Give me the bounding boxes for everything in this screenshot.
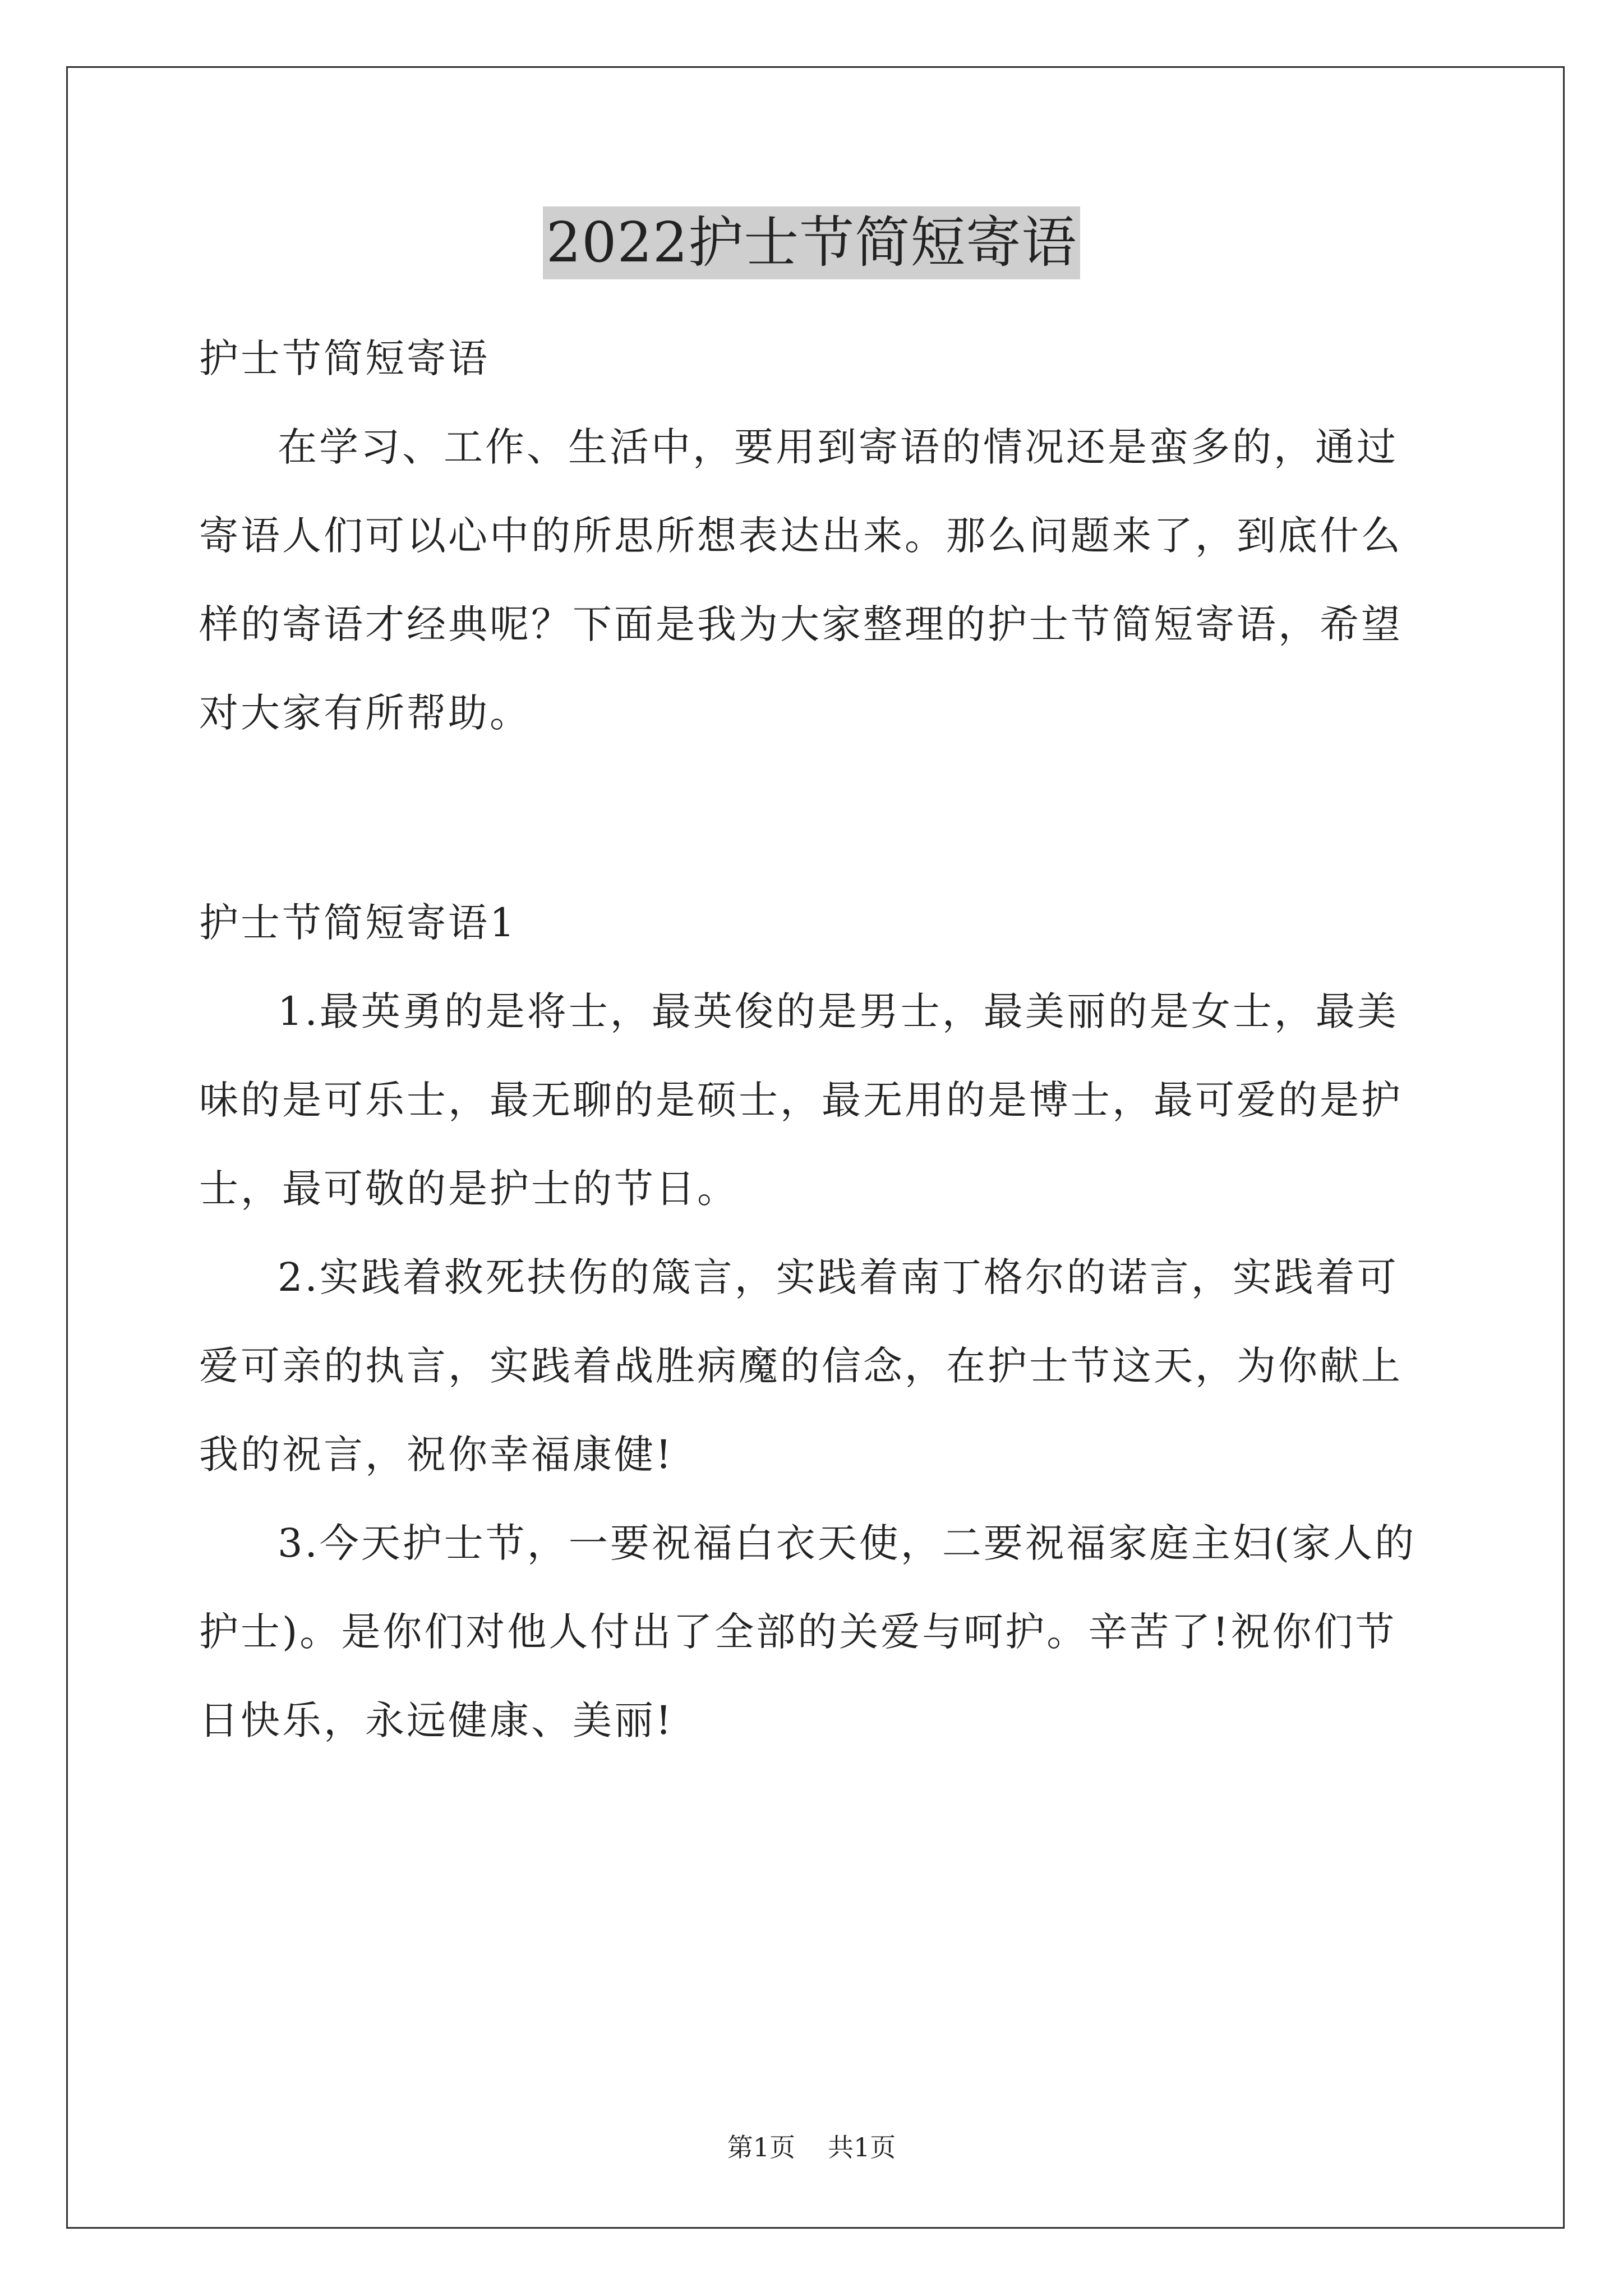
intro-paragraph: 在学习、工作、生活中，要用到寄语的情况还是蛮多的，通过寄语人们可以心中的所思所想表达出来。那么问题来了，到底什么样的寄语才经典呢？下面是我为大家整理的护士节简短寄语，希望对大家有所帮助。 — [199, 424, 1403, 736]
page-number-current: 第1页 — [727, 2132, 795, 2162]
page-number-total: 共1页 — [828, 2132, 896, 2162]
title-container — [0, 206, 1623, 279]
document-body — [199, 314, 1433, 1765]
section-heading: 护士节简短寄语1 — [199, 900, 517, 946]
page-footer — [0, 2131, 1623, 2164]
intro-heading: 护士节简短寄语 — [199, 335, 490, 381]
list-item: 2.实践着救死扶伤的箴言，实践着南丁格尔的诺言，实践着可爱可亲的执言，实践着战胜病魔的信念，在护士节这天，为你献上我的祝言，祝你幸福康健! — [199, 1254, 1403, 1478]
list-item: 1.最英勇的是将士，最英俊的是男士，最美丽的是女士，最美味的是可乐士，最无聊的是硕士，最无用的是博士，最可爱的是护士，最可敬的是护士的节日。 — [199, 988, 1403, 1212]
list-item: 3.今天护士节，一要祝福白衣天使，二要祝福家庭主妇(家人的护士)。是你们对他人付出了全部的关爱与呵护。辛苦了!祝你们节日快乐，永远健康、美丽! — [199, 1520, 1417, 1743]
document-title: 2022护士节简短寄语 — [543, 206, 1080, 279]
